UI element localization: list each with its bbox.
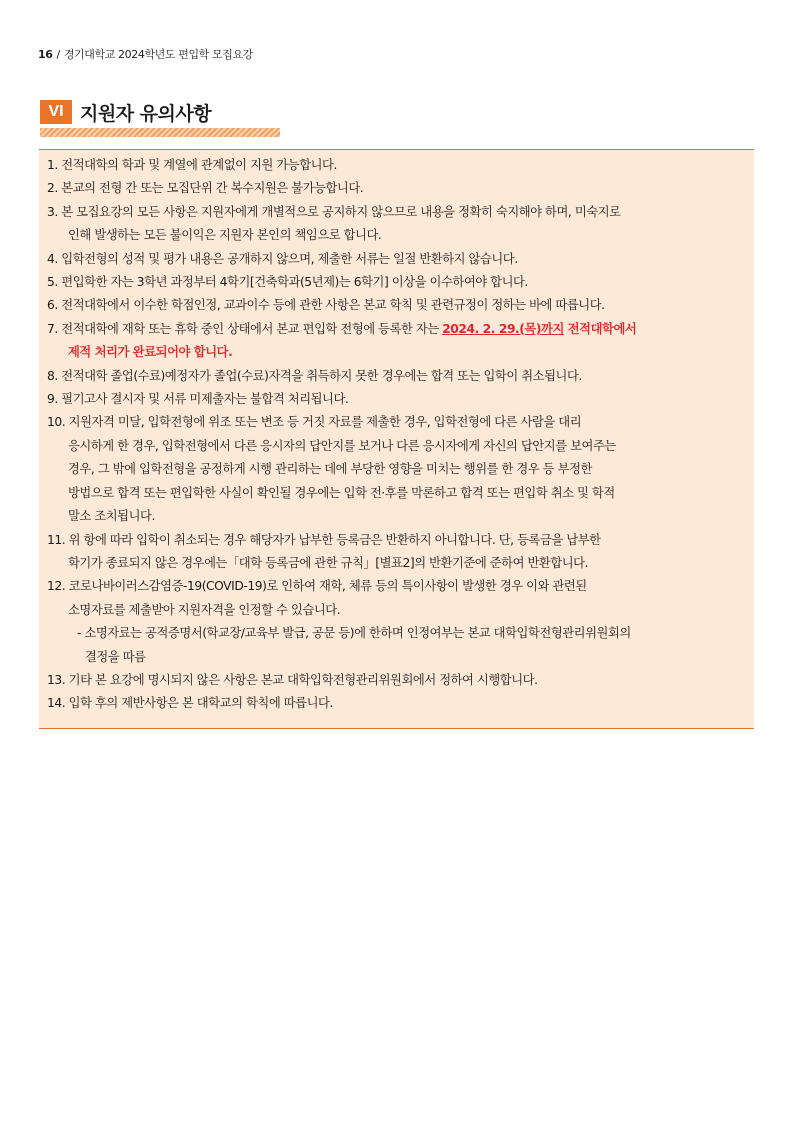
page-header — [38, 46, 253, 62]
notice-item-7-line-2: 제적 처리가 완료되어야 합니다. — [68, 345, 233, 360]
notice-item-7-text: 7. 전적대학에 재학 또는 휴학 중인 상태에서 본교 편입학 전형에 등록한 자는 — [47, 321, 443, 336]
notice-item-10-line-2: 응시하게 한 경우, 입학전형에서 다른 응시자의 답안지를 보거나 다른 응시자에게 자신의 답안지를 보여주는 — [68, 438, 616, 453]
notice-item-4: 4. 입학전형의 성적 및 평가 내용은 공개하지 않으며, 제출한 서류는 일절 반환하지 않습니다. — [47, 251, 518, 266]
section-number-badge: VI — [40, 100, 72, 124]
notice-item-12-line-1: 12. 코로나바이러스감염증-19(COVID-19)로 인하여 재학, 체류 등의 특이사항이 발생한 경우 이와 관련된 — [47, 579, 587, 594]
section-underline-decoration — [40, 128, 280, 137]
notice-box — [39, 149, 754, 729]
notice-item-8: 8. 전적대학 졸업(수료)예정자가 졸업(수료)자격을 취득하지 못한 경우에는 합격 또는 입학이 취소됩니다. — [47, 368, 582, 383]
deadline-date: 2024. 2. 29.(목)까지 — [442, 321, 564, 336]
page-number: 16 — [38, 48, 53, 61]
notice-item-14: 14. 입학 후의 제반사항은 본 대학교의 학칙에 따릅니다. — [47, 696, 333, 711]
notice-item-10-line-1: 10. 지원자격 미달, 입학전형에 위조 또는 변조 등 거짓 자료를 제출한 경우, 입학전형에 다른 사람을 대리 — [47, 415, 582, 430]
notice-item-10-line-4: 방법으로 합격 또는 편입학한 사실이 확인될 경우에는 입학 전·후를 막론하고 합격 또는 편입학 취소 및 학적 — [68, 485, 615, 500]
notice-item-5: 5. 편입학한 자는 3학년 과정부터 4학기[건축학과(5년제)는 6학기] 이상을 이수하여야 합니다. — [47, 275, 528, 290]
notice-item-10-line-3: 경우, 그 밖에 입학전형을 공정하게 시행 관리하는 데에 부당한 영향을 미치는 행위를 한 경우 등 부정한 — [68, 462, 592, 477]
notice-item-12-line-2: 소명자료를 제출받아 지원자격을 인정할 수 있습니다. — [68, 602, 341, 617]
notice-item-11-line-1: 11. 위 항에 따라 입학이 취소되는 경우 해당자가 납부한 등록금은 반환하지 아니합니다. 단, 등록금을 납부한 — [47, 532, 601, 547]
notice-item-1: 1. 전적대학의 학과 및 계열에 관계없이 지원 가능합니다. — [47, 158, 337, 172]
notice-item-11-line-2: 학기가 종료되지 않은 경우에는「대학 등록금에 관한 규칙」[별표2]의 반환기준에 준하여 반환합니다. — [68, 555, 589, 570]
section-heading — [40, 99, 211, 125]
notice-item-7-line-1 — [47, 318, 746, 341]
notice-item-3-line-1: 3. 본 모집요강의 모든 사항은 지원자에게 개별적으로 공지하지 않으므로 내용을 정확히 숙지해야 하며, 미숙지로 — [47, 204, 621, 219]
section-title: 지원자 유의사항 — [80, 102, 212, 125]
notice-item-13: 13. 기타 본 요강에 명시되지 않은 사항은 본교 대학입학전형관리위원회에서 정하여 시행합니다. — [47, 672, 538, 687]
header-separator: / — [56, 48, 60, 61]
notice-item-6: 6. 전적대학에서 이수한 학점인정, 교과이수 등에 관한 사항은 본교 학칙 및 관련규정이 정하는 바에 따릅니다. — [47, 298, 605, 313]
notice-item-12-sub-line-2: 결정을 따름 — [85, 649, 146, 664]
notice-item-7-emphasis: 전적대학에서 — [563, 321, 637, 336]
notice-item-3-line-2: 인해 발생하는 모든 불이익은 지원자 본인의 책임으로 합니다. — [68, 228, 382, 243]
notice-item-10-line-5: 말소 조치됩니다. — [68, 509, 155, 524]
document-title: 경기대학교 2024학년도 편입학 모집요강 — [63, 48, 253, 61]
notice-item-2: 2. 본교의 전형 간 또는 모집단위 간 복수지원은 불가능합니다. — [47, 181, 364, 196]
notice-item-12-sub-line-1: - 소명자료는 공적증명서(학교장/교육부 발급, 공문 등)에 한하며 인정여부는 본교 대학입학전형관리위원회의 — [77, 626, 631, 641]
notice-item-9: 9. 필기고사 결시자 및 서류 미제출자는 불합격 처리됩니다. — [47, 392, 349, 407]
